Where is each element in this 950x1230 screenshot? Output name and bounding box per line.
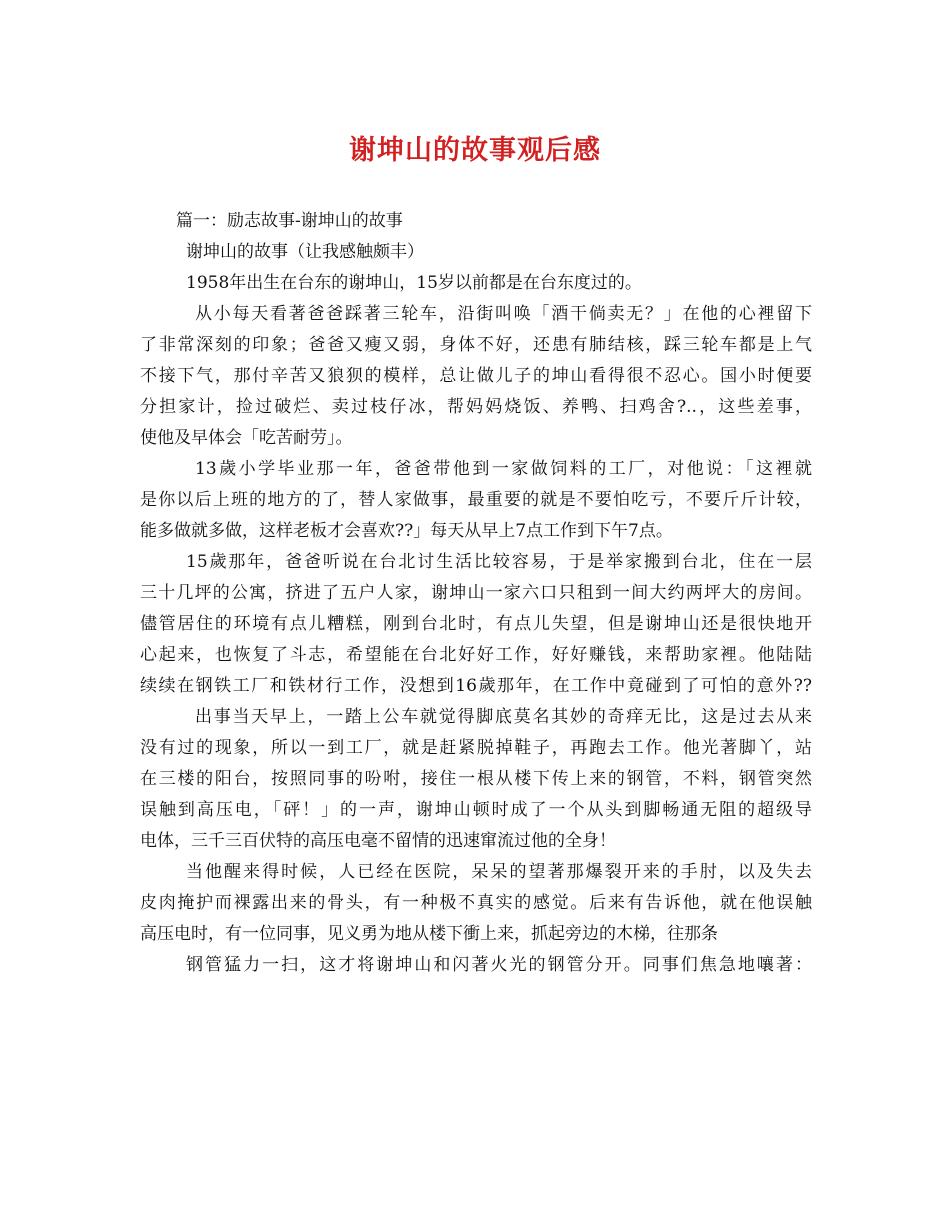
paragraph-line: 误触到高压电，「砰！」的一声，谢坤山顿时成了一个从头到脚畅通无阻的超级导 bbox=[140, 800, 812, 820]
document-title: 谢坤山的故事观后感 bbox=[349, 135, 601, 166]
paragraph-line: 皮肉掩护而裸露出来的骨头，有一种极不真实的感觉。后来有告诉他，就在他误触 bbox=[140, 893, 812, 913]
paragraph-line: 钢管猛力一扫，这才将谢坤山和闪著火光的钢管分开。同事们焦急地嚷著： bbox=[186, 955, 812, 975]
paragraph-line: 15歲那年，爸爸听说在台北讨生活比较容易，于是举家搬到台北，住在一层 bbox=[186, 552, 812, 572]
paragraph-line: 1958年出生在台东的谢坤山，15岁以前都是在台东度过的。 bbox=[186, 273, 642, 293]
story-subtitle: 谢坤山的故事（让我感触颇丰） bbox=[186, 242, 424, 262]
paragraph-line: 当他醒来得时候，人已经在医院，呆呆的望著那爆裂开来的手肘，以及失去 bbox=[186, 862, 812, 882]
paragraph-line: 13歲小学毕业那一年，爸爸带他到一家做饲料的工厂，对他说：「这裡就 bbox=[195, 459, 812, 479]
paragraph-line: 从小每天看著爸爸踩著三轮车，沿街叫唤「酒干倘卖无？」在他的心裡留下 bbox=[195, 304, 812, 324]
paragraph-line: 是你以后上班的地方的了，替人家做事，最重要的就是不要怕吃亏，不要斤斤计较， bbox=[140, 490, 812, 510]
paragraph-line: 儘管居住的环境有点儿糟糕，刚到台北时，有点儿失望，但是谢坤山还是很快地开 bbox=[140, 614, 812, 634]
section-heading: 篇一：励志故事-谢坤山的故事 bbox=[176, 211, 403, 231]
paragraph-line: 续续在钢铁工厂和铁材行工作，没想到16歲那年，在工作中竟碰到了可怕的意外?? bbox=[140, 676, 812, 696]
paragraph-line: 高压电时，有一位同事，见义勇为地从楼下衝上来，抓起旁边的木梯，往那条 bbox=[140, 924, 718, 944]
paragraph-line: 三十几坪的公寓，挤进了五户人家，谢坤山一家六口只租到一间大约两坪大的房间。 bbox=[140, 583, 812, 603]
paragraph-line: 没有过的现象，所以一到工厂，就是赶紧脱掉鞋子，再跑去工作。他光著脚丫，站 bbox=[140, 738, 812, 758]
paragraph-line: 分担家计，捡过破烂、卖过枝仔冰，帮妈妈烧饭、养鸭、扫鸡舍?..，这些差事， bbox=[140, 397, 812, 417]
paragraph-line: 电体，三千三百伏特的高压电毫不留情的迅速窜流过他的全身！ bbox=[140, 831, 616, 851]
paragraph-line: 在三楼的阳台，按照同事的吩咐，接住一根从楼下传上来的钢管，不料，钢管突然 bbox=[140, 769, 812, 789]
document-body bbox=[140, 206, 812, 981]
paragraph-line: 不接下气，那付辛苦又狼狈的模样，总让做儿子的坤山看得很不忍心。国小时便要 bbox=[140, 366, 812, 386]
paragraph-line: 能多做就多做，这样老板才会喜欢??」每天从早上7点工作到下午7点。 bbox=[140, 521, 673, 541]
paragraph-line: 使他及早体会「吃苦耐劳」。 bbox=[140, 428, 353, 448]
paragraph-line: 心起来，也恢复了斗志，希望能在台北好好工作，好好赚钱，来帮助家裡。他陆陆 bbox=[140, 645, 812, 665]
paragraph-line: 出事当天早上，一踏上公车就觉得脚底莫名其妙的奇痒无比，这是过去从来 bbox=[195, 707, 812, 727]
paragraph-line: 了非常深刻的印象；爸爸又瘦又弱，身体不好，还患有肺结核，踩三轮车都是上气 bbox=[140, 335, 812, 355]
